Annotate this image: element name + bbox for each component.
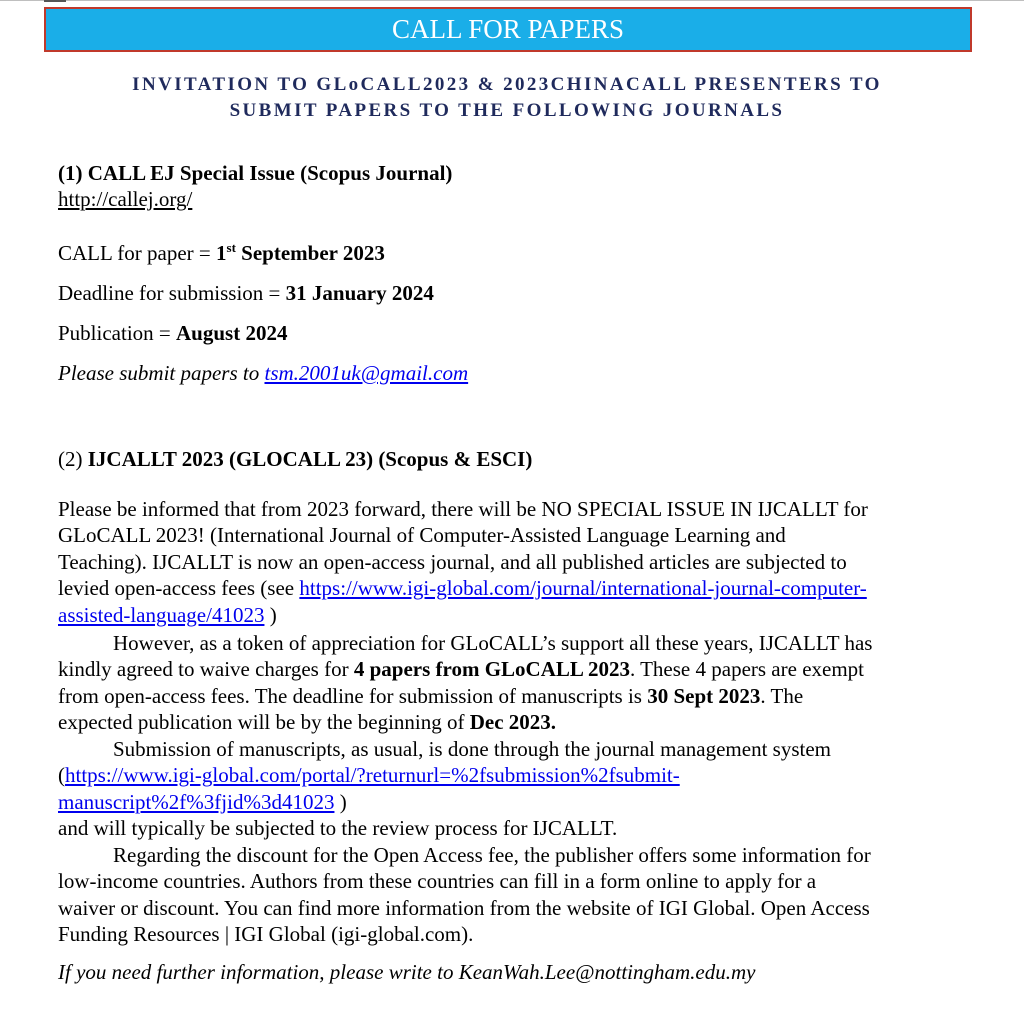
section2-paragraph-2: However, as a token of appreciation for GLoCALL’s support all these years, IJCALLT has kindly agreed to waive charges for 4 papers from GLoCALL 2023. These 4 papers are exempt from open-access fees. The deadline for submission of manuscripts is 30 Sept 2023. The expected publication will be by the beginning of Dec 2023. [58, 631, 873, 735]
call-for-paper-date: CALL for paper = 1st September 2023 [58, 240, 385, 265]
igi-journal-link-cont[interactable]: assisted-language/41023 [58, 602, 265, 627]
section2-paragraph-1: Please be informed that from 2023 forward, there will be NO SPECIAL ISSUE IN IJCALLT for GLoCALL 2023! (International Journal of Computer-Assisted Language Learning and Teaching). IJCALLT is now an open-access journal, and all published articles are subjected to levied open-access fees (see https://www.igi-global.com/journal/international-journal-computer- assisted-language/41023 ) [58, 497, 868, 627]
section1-heading: (1) CALL EJ Special Issue (Scopus Journal) [58, 161, 453, 185]
igi-submission-link[interactable]: https://www.igi-global.com/portal/?returnurl=%2fsubmission%2fsubmit- [65, 763, 680, 788]
deadline-row: Deadline for submission = 31 January 2024 [58, 281, 434, 305]
igi-journal-link[interactable]: https://www.igi-global.com/journal/international-journal-computer- [299, 576, 867, 601]
invitation-line-1: INVITATION TO GLoCALL2023 & 2023CHINACALL PRESENTERS TO [132, 74, 882, 95]
call-for-papers-banner: CALL FOR PAPERS [44, 7, 972, 52]
invitation-line-2: SUBMIT PAPERS TO THE FOLLOWING JOURNALS [229, 100, 785, 121]
top-border-line [0, 0, 1024, 1]
submit-instruction: Please submit papers to tsm.2001uk@gmail.com [58, 361, 469, 385]
top-corner-mark [44, 0, 66, 2]
section2-paragraph-3: Submission of manuscripts, as usual, is done through the journal management system (https://www.igi-global.com/portal/?returnurl=%2fsubmission%2fsubmit- manuscript%2f%3fjid%3d41023 ) and will typically be subjected to the review process for IJCALLT. [58, 737, 831, 841]
closing-note: If you need further information, please write to KeanWah.Lee@nottingham.edu.my [58, 960, 756, 984]
publication-row: Publication = August 2024 [58, 321, 288, 345]
igi-submission-link-cont[interactable]: manuscript%2f%3fjid%3d41023 [58, 789, 335, 814]
invitation-heading [40, 72, 974, 124]
callej-url[interactable]: http://callej.org/ [58, 187, 193, 211]
section2-heading: (2) IJCALLT 2023 (GLOCALL 23) (Scopus & ESCI) [58, 447, 533, 471]
section2-paragraph-4: Regarding the discount for the Open Access fee, the publisher offers some information for low-income countries. Authors from these countries can fill in a form online to apply for a waiver or discount. You can find more information from the website of IGI Global. Open Access Funding Resources | IGI Global (igi-global.com). [58, 843, 871, 947]
submit-email-link[interactable]: tsm.2001uk@gmail.com [264, 361, 469, 385]
